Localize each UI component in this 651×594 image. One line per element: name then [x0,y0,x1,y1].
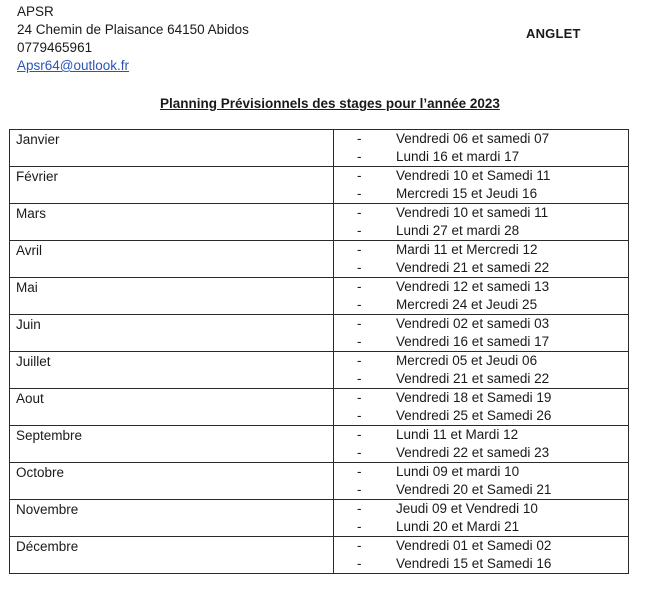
month-cell [10,278,334,315]
bullet-dash: - [357,260,362,275]
bullet-dash: - [357,464,362,479]
date-item [334,130,628,148]
month-label: Janvier [16,132,60,147]
dates-cell [334,241,629,278]
schedule-row [10,537,629,574]
date-item [334,352,628,370]
date-text: Lundi 09 et mardi 10 [396,464,520,479]
date-text: Mardi 11 et Mercredi 12 [396,242,538,257]
date-text: Vendredi 06 et samedi 07 [396,131,550,146]
date-text: Vendredi 16 et samedi 17 [396,334,550,349]
bullet-dash: - [357,501,362,516]
date-item [334,259,628,277]
bullet-dash: - [357,371,362,386]
date-item [334,537,628,555]
month-label: Avril [16,243,43,258]
date-item [334,426,628,444]
date-text: Mercredi 15 et Jeudi 16 [396,186,538,201]
dates-cell [334,537,629,574]
dates-cell [334,167,629,204]
dates-cell [334,204,629,241]
schedule-table-body [10,130,629,574]
date-item [334,518,628,536]
date-item [334,315,628,333]
bullet-dash: - [357,482,362,497]
address-block [17,3,249,75]
dates-cell [334,315,629,352]
date-item [334,407,628,425]
street-address: 24 Chemin de Plaisance 64150 Abidos [17,22,249,37]
dates-cell [334,463,629,500]
date-item [334,389,628,407]
dates-cell [334,352,629,389]
month-label: Aout [16,391,44,406]
date-text: Vendredi 21 et samedi 22 [396,371,550,386]
bullet-dash: - [357,538,362,553]
schedule-row [10,204,629,241]
page-title: Planning Prévisionnels des stages pour l’année 2023 [160,96,500,111]
dates-cell [334,426,629,463]
date-item [334,481,628,499]
schedule-row [10,426,629,463]
schedule-table [9,129,629,574]
month-label: Novembre [16,502,79,517]
date-item [334,333,628,351]
schedule-row [10,315,629,352]
date-text: Vendredi 25 et Samedi 26 [396,408,552,423]
month-cell [10,537,334,574]
month-label: Septembre [16,428,83,443]
date-text: Lundi 11 et Mardi 12 [396,427,519,442]
bullet-dash: - [357,168,362,183]
month-label: Mai [16,280,38,295]
date-item [334,444,628,462]
date-text: Lundi 20 et Mardi 21 [396,519,520,534]
schedule-row [10,352,629,389]
date-item [334,463,628,481]
date-text: Vendredi 22 et samedi 23 [396,445,550,460]
month-cell [10,463,334,500]
month-cell [10,500,334,537]
date-item [334,241,628,259]
bullet-dash: - [357,279,362,294]
bullet-dash: - [357,131,362,146]
bullet-dash: - [357,242,362,257]
bullet-dash: - [357,445,362,460]
bullet-dash: - [357,427,362,442]
bullet-dash: - [357,205,362,220]
month-cell [10,241,334,278]
month-cell [10,315,334,352]
dates-cell [334,278,629,315]
email-link[interactable]: Apsr64@outlook.fr [17,58,130,73]
schedule-row [10,130,629,167]
date-text: Vendredi 10 et Samedi 11 [396,168,551,183]
month-label: Février [16,169,59,184]
month-label: Décembre [16,539,79,554]
city-label: ANGLET [526,26,581,41]
date-text: Vendredi 10 et samedi 11 [396,205,549,220]
month-cell [10,130,334,167]
bullet-dash: - [357,556,362,571]
bullet-dash: - [357,353,362,368]
dates-cell [334,500,629,537]
date-item [334,204,628,222]
date-item [334,278,628,296]
month-cell [10,426,334,463]
date-item [334,370,628,388]
bullet-dash: - [357,390,362,405]
schedule-row [10,463,629,500]
date-text: Vendredi 18 et Samedi 19 [396,390,552,405]
month-cell [10,204,334,241]
month-cell [10,167,334,204]
dates-cell [334,130,629,167]
bullet-dash: - [357,223,362,238]
month-cell [10,352,334,389]
bullet-dash: - [357,408,362,423]
dates-cell [334,389,629,426]
phone-number: 0779465961 [17,40,93,55]
date-item [334,167,628,185]
bullet-dash: - [357,186,362,201]
date-item [334,185,628,203]
date-text: Mercredi 24 et Jeudi 25 [396,297,538,312]
month-label: Juin [16,317,41,332]
date-text: Lundi 27 et mardi 28 [396,223,520,238]
month-label: Juillet [16,354,51,369]
bullet-dash: - [357,334,362,349]
bullet-dash: - [357,297,362,312]
date-text: Vendredi 20 et Samedi 21 [396,482,552,497]
date-text: Vendredi 02 et samedi 03 [396,316,550,331]
date-item [334,222,628,240]
schedule-row [10,167,629,204]
bullet-dash: - [357,316,362,331]
schedule-row [10,500,629,537]
date-text: Vendredi 12 et samedi 13 [396,279,550,294]
org-name: APSR [17,4,54,19]
date-item [334,148,628,166]
schedule-row [10,389,629,426]
date-text: Vendredi 21 et samedi 22 [396,260,550,275]
date-item [334,555,628,573]
schedule-row [10,241,629,278]
date-item [334,296,628,314]
date-text: Jeudi 09 et Vendredi 10 [396,501,538,516]
date-item [334,500,628,518]
bullet-dash: - [357,519,362,534]
month-label: Mars [16,206,46,221]
date-text: Mercredi 05 et Jeudi 06 [396,353,538,368]
bullet-dash: - [357,149,362,164]
date-text: Lundi 16 et mardi 17 [396,149,520,164]
date-text: Vendredi 15 et Samedi 16 [396,556,552,571]
month-cell [10,389,334,426]
schedule-row [10,278,629,315]
month-label: Octobre [16,465,65,480]
date-text: Vendredi 01 et Samedi 02 [396,538,552,553]
